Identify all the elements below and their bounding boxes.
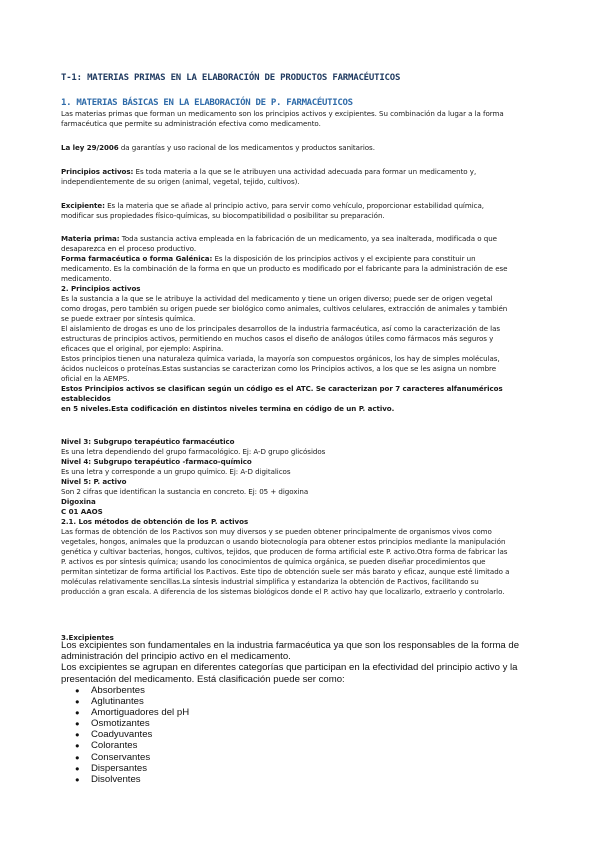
text-line: presentación del medicamento. Está clasificación puede ser como: xyxy=(61,673,345,685)
text-line: P. activos es por síntesis química; usando los conocimientos de química orgánica, se pueden diseñar procedimientos que xyxy=(61,557,486,566)
text-line: Es la materia que se añade al principio activo, para servir como vehículo, proporcionar estabilidad química, xyxy=(104,201,484,210)
niveles-block xyxy=(61,437,543,597)
excipiente-definition xyxy=(61,201,543,221)
text-line: Las formas de obtención de los P.activos son muy diversos y se pueden obtener principalmente de organismos vivos como xyxy=(61,527,492,536)
text-line: Es toda materia a la que se le atribuyen una actividad adecuada para formar un medicamento y, xyxy=(133,167,477,176)
document-title: T-1: MATERIAS PRIMAS EN LA ELABORACIÓN DE PRODUCTOS FARMACÉUTICOS xyxy=(61,73,401,83)
principios-activos-definition xyxy=(61,167,543,187)
list-item: ● Disolventes xyxy=(75,774,189,785)
section-2-heading: 2. Principios activos xyxy=(61,284,141,293)
section-1-heading: 1. MATERIAS BÁSICAS EN LA ELABORACIÓN DE P. FARMACÉUTICOS xyxy=(61,98,353,108)
text-line: estructuras de principios activos, permitiendo en muchos casos el diseño de análogos útiles como fármacos más seguros y xyxy=(61,334,494,343)
text-line: producción a gran escala. A diferencia de los sistemas biológicos donde el P. activo hay que localizarlo, extraerlo y controlarlo. xyxy=(61,587,505,596)
ley-paragraph xyxy=(61,143,543,153)
text-line: Es la disposición de los principios activos y el excipiente para constituir un xyxy=(212,254,476,263)
text-line: modificar sus propiedades físico-químicas, su biocompatibilidad o posibilitar su preparación. xyxy=(61,211,385,220)
nivel-5-text: Son 2 cifras que identifican la sustancia en concreto. Ej: 05 + digoxina xyxy=(61,487,309,496)
list-item: ● Coadyuvantes xyxy=(75,729,189,740)
intro-paragraph xyxy=(61,109,543,129)
atc-code: C 01 AAOS xyxy=(61,507,103,516)
list-item: ● Amortiguadores del pH xyxy=(75,707,189,718)
nivel-4-title: Nivel 4: Subgrupo terapéutico -farmaco-químico xyxy=(61,457,252,466)
text-line: Las materias primas que forman un medicamento son los principios activos y excipientes. Su combinación da lugar a la forma xyxy=(61,109,504,118)
text-line: El aislamiento de drogas es uno de los principales desarrollos de la industria farmacéutica, así como la caracterización de las xyxy=(61,324,501,333)
nivel-3-text: Es una letra dependiendo del grupo farmacológico. Ej: A-D grupo glicósidos xyxy=(61,447,326,456)
text-line: Los excipientes se agrupan en diferentes categorías que participan en la efectividad del principio activo y la xyxy=(61,662,518,674)
text-line: administración del principio activo en el medicamento. xyxy=(61,651,291,663)
definition-term: Principios activos: xyxy=(61,167,134,176)
list-item: ● Osmotizantes xyxy=(75,718,189,729)
text-line: Toda sustancia activa empleada en la fabricación de un medicamento, ya sea inalterada, modificada o que xyxy=(119,234,497,243)
text-line: medicamento. xyxy=(61,274,112,283)
list-item: ● Conservantes xyxy=(75,752,189,763)
definition-term: Forma farmacéutica o forma Galénica: xyxy=(61,254,213,263)
list-item: ● Absorbentes xyxy=(75,685,189,696)
text-line: oficial en la AEMPS. xyxy=(61,374,130,383)
text-line: medicamento. Es la combinación de la forma en que un producto es modificado por el fabricante para la administración de ese xyxy=(61,264,508,273)
text-line: genética y cultivar bacterias, hongos, cultivos, tejidos, que producen de forma artificial este P. activo.Otra forma de fabricar las xyxy=(61,547,508,556)
section-2-1-heading: 2.1. Los métodos de obtención de los P. activos xyxy=(61,517,249,526)
text-line: ácidos nucleicos o proteínas.Estas sustancias se caracterizan como los Principios activos, a los que se les asigna un nombre xyxy=(61,364,497,373)
text-line: como drogas, pero también su origen puede ser biológico como animales, cultivos celulares, extracción de animales y también xyxy=(61,304,508,313)
list-item: ● Dispersantes xyxy=(75,763,189,774)
section-3-heading: 3.Excipientes xyxy=(61,633,114,642)
nivel-5-title: Nivel 5: P. activo xyxy=(61,477,127,486)
list-item: ● Aglutinantes xyxy=(75,696,189,707)
excipientes-list xyxy=(75,685,189,785)
text-line: eficaces que el original, por ejemplo: Aspirina. xyxy=(61,344,224,353)
definition-term: Excipiente: xyxy=(61,201,105,210)
text-line: independientemente de su origen (animal, vegetal, tejido, cultivos). xyxy=(61,177,300,186)
ley-term: La ley 29/2006 xyxy=(61,143,119,152)
text-line: vegetales, hongos, animales que la produzcan o usando biotecnología para obtener estos principios mediante la manipulación xyxy=(61,537,506,546)
text-line: farmacéutica que permite su administración efectiva como medicamento. xyxy=(61,119,321,128)
text-line: Es la sustancia a la que se le atribuye la actividad del medicamento y tiene un origen diverso; puede ser de origen vegetal xyxy=(61,294,493,303)
list-item: ● Colorantes xyxy=(75,740,189,751)
digoxina-label: Digoxina xyxy=(61,497,96,506)
nivel-4-text: Es una letra y corresponde a un grupo químico. Ej: A-D digitalicos xyxy=(61,467,291,476)
nivel-3-title: Nivel 3: Subgrupo terapéutico farmacéutico xyxy=(61,437,235,446)
text-line: Los excipientes son fundamentales en la industria farmacéutica ya que son los responsables de la forma de xyxy=(61,640,520,651)
materia-prima-definition xyxy=(61,234,543,414)
atc-bold-line: en 5 niveles.Esta codificación en distintos niveles termina en código de un P. activo. xyxy=(61,404,395,413)
atc-bold-line: Estos Principios activos se clasifican según un código es el ATC. Se caracterizan por 7 caracteres alfanuméricos establecidos xyxy=(61,384,503,403)
section-3-paragraph xyxy=(61,640,543,685)
text-line: Estos principios tienen una naturaleza química variada, la mayoría son compuestos orgánicos, los hay de simples moléculas, xyxy=(61,354,500,363)
definition-term: Materia prima: xyxy=(61,234,120,243)
ley-text: da garantías y uso racional de los medicamentos y productos sanitarios. xyxy=(118,143,375,152)
text-line: se puede extraer por síntesis química. xyxy=(61,314,196,323)
text-line: desaparezca en el proceso productivo. xyxy=(61,244,197,253)
text-line: permitan sintetizar de forma artificial los P.activos. Este tipo de obtención suele ser más barato y eficaz, aunque esté limitado a xyxy=(61,567,510,576)
text-line: moléculas relativamente sencillas.La síntesis industrial simplifica y estandariza la obtención de P.activos, facilitando su xyxy=(61,577,479,586)
